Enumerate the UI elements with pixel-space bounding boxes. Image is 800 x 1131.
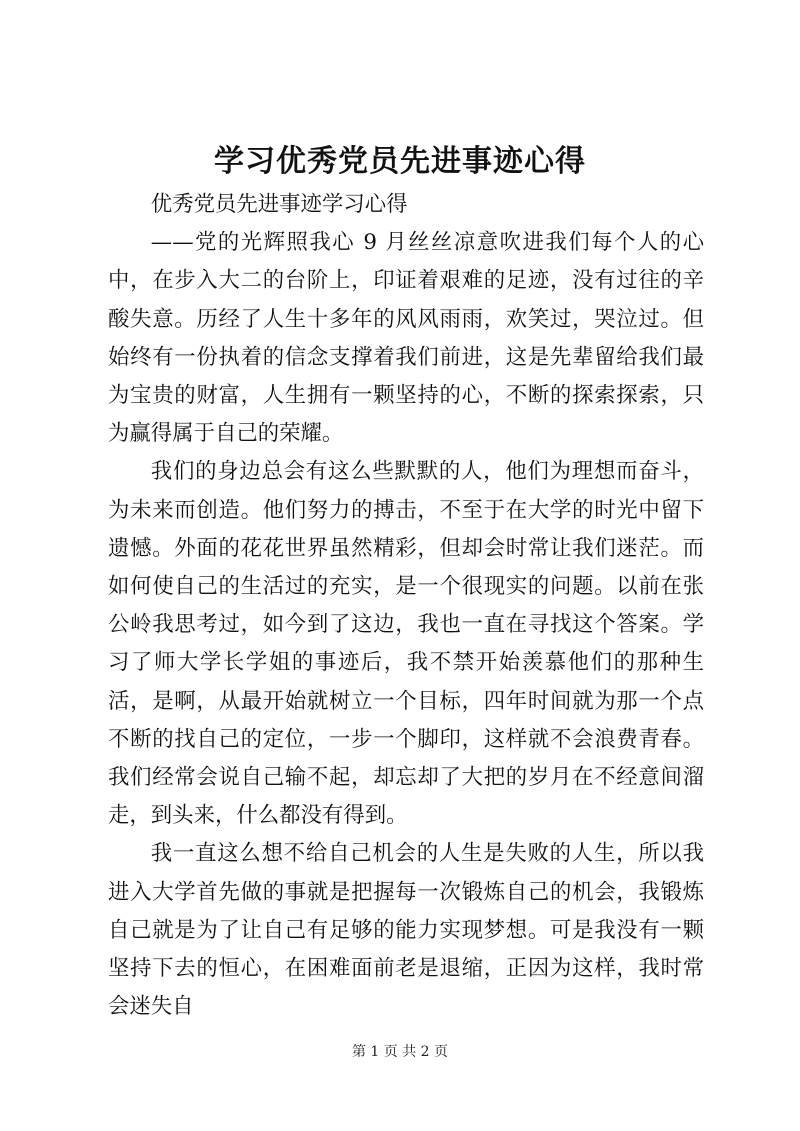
document-body bbox=[108, 186, 704, 1026]
page-number-footer: 第 1 页 共 2 页 bbox=[351, 1044, 449, 1060]
paragraph: 我们的身边总会有这么些默默的人，他们为理想而奋斗，为未来而创造。他们努力的搏击，不至于在大学的时光中留下遗憾。外面的花花世界虽然精彩，但却会时常让我们迷茫。而如何使自己的生活过的充实，是一个很现实的问题。以前在张公岭我思考过，如今到了这边，我也一直在寻找这个答案。学习了师大学长学姐的事迹后，我不禁开始羡慕他们的那种生活，是啊，从最开始就树立一个目标，四年时间就为那一个点不断的找自己的定位，一步一个脚印，这样就不会浪费青春。我们经常会说自己输不起，却忘却了大把的岁月在不经意间溜走，到头来，什么都没有得到。 bbox=[108, 459, 704, 829]
paragraph-subtitle: 优秀党员先进事迹学习心得 bbox=[150, 192, 408, 217]
paragraph: ——党的光辉照我心 9 月丝丝凉意吹进我们每个人的心中，在步入大二的台阶上，印证着艰难的足迹，没有过往的辛酸失意。历经了人生十多年的风风雨雨，欢笑过，哭泣过。但始终有一份执着的信念支撑着我们前进，这是先辈留给我们最为宝贵的财富，人生拥有一颗坚持的心，不断的探索探索，只为赢得属于自己的荣耀。 bbox=[108, 230, 704, 447]
document-title: 学习优秀党员先进事迹心得 bbox=[214, 144, 586, 179]
paragraph: 我一直这么想不给自己机会的人生是失败的人生，所以我进入大学首先做的事就是把握每一次锻炼自己的机会，我锻炼自己就是为了让自己有足够的能力实现梦想。可是我没有一颗坚持下去的恒心，在困难面前老是退缩，正因为这样，我时常会迷失自 bbox=[108, 841, 704, 1020]
